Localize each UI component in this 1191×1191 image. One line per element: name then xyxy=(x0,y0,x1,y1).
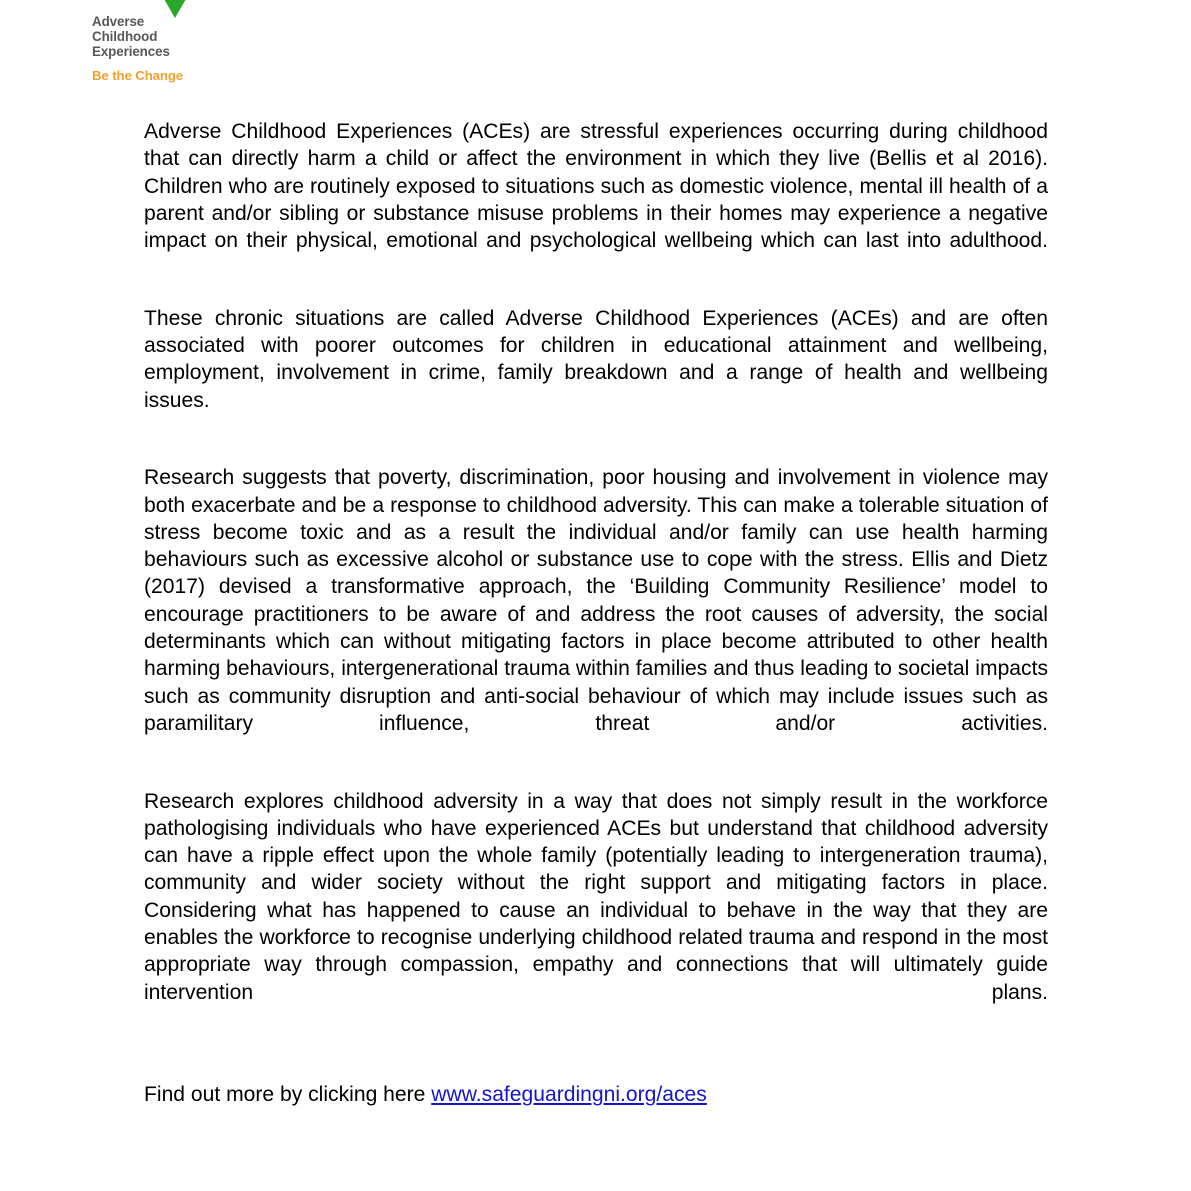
safeguardingni-aces-link[interactable]: www.safeguardingni.org/aces xyxy=(431,1083,707,1106)
logo-wordmark xyxy=(92,14,232,83)
logo-tagline: Be the Change xyxy=(92,67,184,83)
logo-line-experiences: Experiences xyxy=(92,44,170,60)
paragraph-4: Research explores childhood adversity in a way that does not simply result in the workforce pathologising individuals who have experienced ACEs but understand that childhood adversity can have a ripple effect upon the whole family (potentially leading to intergeneration trauma), community and wider society without the right support and mitigating factors in place. Considering what has happened to cause an individual to behave in the way that they are enables the workforce to recognise underlying childhood related trauma and respond in the most appropriate way through compassion, empathy and connections that will ultimately guide intervention plans. xyxy=(144,789,1048,1004)
find-out-more-label: Find out more by clicking here xyxy=(144,1083,432,1106)
find-out-more-row xyxy=(144,1081,1048,1108)
aces-logo xyxy=(92,0,272,92)
document-body xyxy=(144,118,1048,1033)
paragraph-1: Adverse Childhood Experiences (ACEs) are stressful experiences occurring during childhood that can directly harm a child or affect the environment in which they live (Bellis et al 2016). Children who are routinely exposed to situations such as domestic violence, mental ill health of a parent and/or sibling or substance misuse problems in their homes may experience a negative impact on their physical, emotional and psychological wellbeing which can last into adulthood. xyxy=(144,120,1048,253)
logo-line-childhood: Childhood xyxy=(92,29,158,45)
logo-line-adverse: Adverse xyxy=(92,14,145,29)
paragraph-2: These chronic situations are called Adverse Childhood Experiences (ACEs) and are often associated with poorer outcomes for children in educational attainment and wellbeing, employment, involvement in crime, family breakdown and a range of health and wellbeing issues. xyxy=(144,306,1048,412)
paragraph-3: Research suggests that poverty, discrimination, poor housing and involvement in violence may both exacerbate and be a response to childhood adversity. This can make a tolerable situation of stress become toxic and as a result the individual and/or family can use health harming behaviours such as excessive alcohol or substance use to cope with the stress. Ellis and Dietz (2017) devised a transformative approach, the ‘Building Community Resilience’ model to encourage practitioners to be aware of and address the root causes of adversity, the social determinants which can without mitigating factors in place become attributed to other health harming behaviours, intergenerational trauma within families and thus leading to societal impacts such as community disruption and anti-social behaviour of which may include issues such as paramilitary influence, threat and/or activities. xyxy=(144,466,1048,735)
